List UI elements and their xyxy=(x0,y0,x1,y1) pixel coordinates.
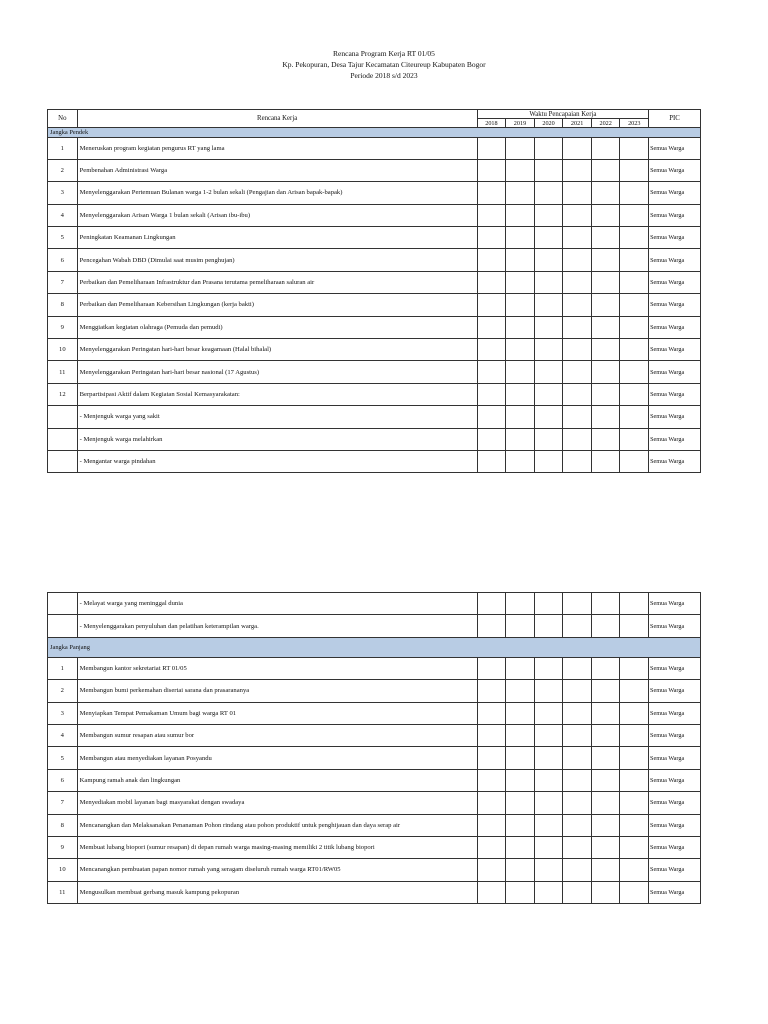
year-cell xyxy=(620,836,649,858)
year-cell xyxy=(506,769,535,791)
table-row xyxy=(48,406,701,428)
year-cell xyxy=(563,702,592,724)
year-cell xyxy=(591,859,620,881)
task-description: - Melayat warga yang meninggal dunia xyxy=(77,593,477,615)
year-cell xyxy=(477,615,506,637)
year-cell xyxy=(591,227,620,249)
year-cell xyxy=(591,450,620,472)
task-description: Menyelenggarakan Arisan Warga 1 bulan sekali (Arisan ibu-ibu) xyxy=(77,204,477,226)
table-row xyxy=(48,747,701,769)
year-cell xyxy=(506,702,535,724)
year-header: 2020 xyxy=(534,119,563,128)
table-row xyxy=(48,593,701,615)
year-cell xyxy=(477,406,506,428)
pic-cell: Semua Warga xyxy=(649,271,701,293)
task-description: Membangun kantor sekretariat RT 01/05 xyxy=(77,657,477,679)
year-cell xyxy=(563,182,592,204)
year-cell xyxy=(563,593,592,615)
document-location: Kp. Pekopuran, Desa Tajur Kecamatan Citeureup Kabupaten Bogor xyxy=(282,60,486,69)
year-cell xyxy=(534,159,563,181)
year-cell xyxy=(534,271,563,293)
table-row xyxy=(48,702,701,724)
year-cell xyxy=(563,159,592,181)
year-cell xyxy=(620,747,649,769)
year-cell xyxy=(477,881,506,903)
year-cell xyxy=(534,814,563,836)
year-cell xyxy=(477,339,506,361)
year-cell xyxy=(477,204,506,226)
year-cell xyxy=(620,881,649,903)
task-description: Perbaikan dan Pemeliharaan Kebersihan Lingkungan (kerja bakti) xyxy=(77,294,477,316)
year-cell xyxy=(563,428,592,450)
year-cell xyxy=(591,361,620,383)
year-cell xyxy=(477,428,506,450)
table-row xyxy=(48,227,701,249)
year-cell xyxy=(591,769,620,791)
document-period: Periode 2018 s/d 2023 xyxy=(350,71,418,80)
task-description: Membuat lubang biopori (sumur resapan) di depan rumah warga masing-masing memiliki 2 titik lubang biopori xyxy=(77,836,477,858)
year-cell xyxy=(534,137,563,159)
pic-cell: Semua Warga xyxy=(649,294,701,316)
document-title: Rencana Program Kerja RT 01/05 xyxy=(333,49,435,58)
year-cell xyxy=(477,159,506,181)
year-cell xyxy=(477,769,506,791)
pic-cell: Semua Warga xyxy=(649,657,701,679)
pic-cell: Semua Warga xyxy=(649,859,701,881)
year-cell xyxy=(506,406,535,428)
year-cell xyxy=(534,836,563,858)
year-cell xyxy=(563,383,592,405)
row-number: 6 xyxy=(48,769,78,791)
table-row xyxy=(48,615,701,637)
year-cell xyxy=(534,227,563,249)
year-cell xyxy=(506,339,535,361)
year-cell xyxy=(477,316,506,338)
pic-cell: Semua Warga xyxy=(649,881,701,903)
year-cell xyxy=(620,204,649,226)
task-description: Mencanangkan dan Melaksanakan Penanaman Pohon rindang atau pohon produktif untuk penghijauan dan daya serap air xyxy=(77,814,477,836)
year-cell xyxy=(534,702,563,724)
year-cell xyxy=(591,428,620,450)
row-number: 12 xyxy=(48,383,78,405)
year-cell xyxy=(563,680,592,702)
table-row xyxy=(48,859,701,881)
year-header: 2018 xyxy=(477,119,506,128)
year-cell xyxy=(620,383,649,405)
row-number: 10 xyxy=(48,859,78,881)
row-number xyxy=(48,406,78,428)
task-description: Menyelenggarakan Peringatan hari-hari besar nasional (17 Agustus) xyxy=(77,361,477,383)
pic-cell: Semua Warga xyxy=(649,747,701,769)
year-cell xyxy=(534,339,563,361)
pic-cell: Semua Warga xyxy=(649,339,701,361)
pic-cell: Semua Warga xyxy=(649,137,701,159)
year-header: 2021 xyxy=(563,119,592,128)
table-row xyxy=(48,881,701,903)
year-cell xyxy=(477,747,506,769)
year-cell xyxy=(477,383,506,405)
year-cell xyxy=(534,657,563,679)
year-cell xyxy=(506,227,535,249)
year-cell xyxy=(591,182,620,204)
year-cell xyxy=(591,271,620,293)
task-description: Berpartisipasi Aktif dalam Kegiatan Sosial Kemasyarakatan: xyxy=(77,383,477,405)
year-cell xyxy=(506,615,535,637)
year-cell xyxy=(506,428,535,450)
pic-cell: Semua Warga xyxy=(649,204,701,226)
year-cell xyxy=(563,339,592,361)
task-description: Pencegahan Wabah DBD (Dimulai saat musim penghujan) xyxy=(77,249,477,271)
year-cell xyxy=(620,657,649,679)
year-cell xyxy=(591,406,620,428)
year-cell xyxy=(563,657,592,679)
pic-cell: Semua Warga xyxy=(649,450,701,472)
year-cell xyxy=(477,450,506,472)
year-cell xyxy=(591,724,620,746)
year-cell xyxy=(534,724,563,746)
pic-cell: Semua Warga xyxy=(649,361,701,383)
year-cell xyxy=(591,680,620,702)
year-cell xyxy=(477,724,506,746)
table-row xyxy=(48,204,701,226)
work-plan-table xyxy=(47,109,701,473)
year-cell xyxy=(506,383,535,405)
row-number xyxy=(48,615,78,637)
year-cell xyxy=(506,657,535,679)
year-cell xyxy=(591,159,620,181)
year-cell xyxy=(620,792,649,814)
year-cell xyxy=(620,249,649,271)
task-description: - Mengantar warga pindahan xyxy=(77,450,477,472)
year-cell xyxy=(534,769,563,791)
year-cell xyxy=(591,747,620,769)
pic-cell: Semua Warga xyxy=(649,406,701,428)
year-cell xyxy=(591,294,620,316)
section-long-term: Jangka Panjang xyxy=(48,637,701,657)
table-row xyxy=(48,680,701,702)
year-cell xyxy=(591,383,620,405)
pic-cell: Semua Warga xyxy=(649,792,701,814)
task-description: Meneruskan program kegiatan pengurus RT yang lama xyxy=(77,137,477,159)
year-cell xyxy=(477,702,506,724)
year-cell xyxy=(563,724,592,746)
row-number: 7 xyxy=(48,792,78,814)
year-cell xyxy=(563,814,592,836)
year-cell xyxy=(563,615,592,637)
row-number: 3 xyxy=(48,182,78,204)
year-cell xyxy=(534,406,563,428)
table-row xyxy=(48,769,701,791)
column-header-no: No xyxy=(48,110,78,128)
year-cell xyxy=(506,814,535,836)
year-cell xyxy=(591,339,620,361)
year-cell xyxy=(506,204,535,226)
task-description: Pembenahan Administrasi Warga xyxy=(77,159,477,181)
row-number: 8 xyxy=(48,814,78,836)
year-cell xyxy=(563,361,592,383)
year-cell xyxy=(563,450,592,472)
year-cell xyxy=(563,294,592,316)
year-cell xyxy=(620,137,649,159)
row-number: 3 xyxy=(48,702,78,724)
year-cell xyxy=(534,881,563,903)
year-cell xyxy=(591,137,620,159)
year-cell xyxy=(534,249,563,271)
pic-cell: Semua Warga xyxy=(649,680,701,702)
task-description: Membangun bumi perkemahan disertai sarana dan prasarananya xyxy=(77,680,477,702)
year-cell xyxy=(591,792,620,814)
task-description: - Menjenguk warga melahirkan xyxy=(77,428,477,450)
year-cell xyxy=(591,316,620,338)
table-row xyxy=(48,271,701,293)
year-header: 2023 xyxy=(620,119,649,128)
table-row xyxy=(48,836,701,858)
year-cell xyxy=(620,593,649,615)
row-number: 5 xyxy=(48,747,78,769)
table-row xyxy=(48,339,701,361)
year-cell xyxy=(620,702,649,724)
year-cell xyxy=(506,450,535,472)
pic-cell: Semua Warga xyxy=(649,227,701,249)
year-cell xyxy=(563,204,592,226)
table-row xyxy=(48,316,701,338)
year-cell xyxy=(506,836,535,858)
year-cell xyxy=(534,361,563,383)
task-description: Menyelenggarakan Peringatan hari-hari besar keagamaan (Halal bihalal) xyxy=(77,339,477,361)
year-header: 2022 xyxy=(591,119,620,128)
table-row xyxy=(48,361,701,383)
year-cell xyxy=(506,271,535,293)
pic-cell: Semua Warga xyxy=(649,249,701,271)
year-cell xyxy=(534,593,563,615)
year-cell xyxy=(563,792,592,814)
table-row xyxy=(48,137,701,159)
task-description: Membangun sumur resapan atau sumur bor xyxy=(77,724,477,746)
table-row xyxy=(48,657,701,679)
year-cell xyxy=(620,769,649,791)
year-cell xyxy=(477,249,506,271)
year-cell xyxy=(620,428,649,450)
year-cell xyxy=(534,792,563,814)
year-cell xyxy=(620,294,649,316)
task-description: Menyiapkan Tempat Pemakaman Umum bagi warga RT 01 xyxy=(77,702,477,724)
year-cell xyxy=(620,615,649,637)
table-row xyxy=(48,294,701,316)
year-cell xyxy=(591,657,620,679)
row-number: 11 xyxy=(48,361,78,383)
column-header-task: Rencana Kerja xyxy=(77,110,477,128)
table-row xyxy=(48,792,701,814)
year-cell xyxy=(506,316,535,338)
year-cell xyxy=(563,316,592,338)
year-cell xyxy=(620,339,649,361)
pic-cell: Semua Warga xyxy=(649,769,701,791)
year-cell xyxy=(534,204,563,226)
year-cell xyxy=(591,615,620,637)
year-cell xyxy=(534,383,563,405)
table-row xyxy=(48,814,701,836)
row-number: 1 xyxy=(48,137,78,159)
year-cell xyxy=(506,680,535,702)
section-short-term: Jangka Pendek xyxy=(48,128,701,138)
year-cell xyxy=(620,316,649,338)
year-cell xyxy=(506,881,535,903)
task-description: Menggiatkan kegiatan olahraga (Pemuda dan pemudi) xyxy=(77,316,477,338)
row-number xyxy=(48,428,78,450)
year-cell xyxy=(563,881,592,903)
year-cell xyxy=(534,182,563,204)
year-cell xyxy=(477,294,506,316)
pic-cell: Semua Warga xyxy=(649,383,701,405)
year-cell xyxy=(591,593,620,615)
year-cell xyxy=(534,615,563,637)
year-cell xyxy=(506,294,535,316)
column-header-time: Waktu Pencapaian Kerja xyxy=(477,110,648,119)
task-description: Peningkatan Keamanan Lingkungan xyxy=(77,227,477,249)
year-cell xyxy=(620,680,649,702)
year-cell xyxy=(477,836,506,858)
row-number: 2 xyxy=(48,680,78,702)
row-number: 9 xyxy=(48,316,78,338)
year-cell xyxy=(506,724,535,746)
year-cell xyxy=(534,680,563,702)
year-cell xyxy=(506,249,535,271)
year-cell xyxy=(477,593,506,615)
year-cell xyxy=(477,227,506,249)
year-header: 2019 xyxy=(506,119,535,128)
task-description: Menyediakan mobil layanan bagi masyarakat dengan swadaya xyxy=(77,792,477,814)
pic-cell: Semua Warga xyxy=(649,593,701,615)
year-cell xyxy=(620,227,649,249)
row-number: 7 xyxy=(48,271,78,293)
year-cell xyxy=(534,747,563,769)
year-cell xyxy=(591,836,620,858)
year-cell xyxy=(591,814,620,836)
year-cell xyxy=(563,271,592,293)
year-cell xyxy=(620,361,649,383)
table-row xyxy=(48,182,701,204)
year-cell xyxy=(506,747,535,769)
pic-cell: Semua Warga xyxy=(649,182,701,204)
year-cell xyxy=(620,814,649,836)
task-description: Mencanangkan pembuatan papan nomor rumah yang seragam diseluruh rumah warga RT01/RW05 xyxy=(77,859,477,881)
year-cell xyxy=(620,182,649,204)
year-cell xyxy=(563,836,592,858)
table-row xyxy=(48,428,701,450)
year-cell xyxy=(534,450,563,472)
row-number xyxy=(48,593,78,615)
year-cell xyxy=(591,702,620,724)
year-cell xyxy=(477,137,506,159)
task-description: Membangun atau menyediakan layanan Posyandu xyxy=(77,747,477,769)
year-cell xyxy=(563,137,592,159)
year-cell xyxy=(620,406,649,428)
row-number xyxy=(48,450,78,472)
table-row xyxy=(48,249,701,271)
year-cell xyxy=(477,361,506,383)
year-cell xyxy=(591,249,620,271)
pic-cell: Semua Warga xyxy=(649,836,701,858)
year-cell xyxy=(506,593,535,615)
year-cell xyxy=(477,814,506,836)
year-cell xyxy=(563,769,592,791)
year-cell xyxy=(620,159,649,181)
table-row xyxy=(48,450,701,472)
row-number: 5 xyxy=(48,227,78,249)
row-number: 4 xyxy=(48,204,78,226)
work-plan-table-continued xyxy=(47,592,701,904)
year-cell xyxy=(620,271,649,293)
task-description: - Menyelenggarakan penyuluhan dan pelatihan keterampilan warga. xyxy=(77,615,477,637)
row-number: 8 xyxy=(48,294,78,316)
year-cell xyxy=(534,294,563,316)
row-number: 1 xyxy=(48,657,78,679)
task-description: Perbaikan dan Pemeliharaan Infrastruktur dan Prasana terutama pemeliharaan saluran air xyxy=(77,271,477,293)
year-cell xyxy=(477,182,506,204)
year-cell xyxy=(506,182,535,204)
year-cell xyxy=(477,792,506,814)
table-row xyxy=(48,383,701,405)
year-cell xyxy=(563,227,592,249)
year-cell xyxy=(477,680,506,702)
year-cell xyxy=(620,859,649,881)
pic-cell: Semua Warga xyxy=(649,724,701,746)
year-cell xyxy=(534,428,563,450)
task-description: Mengusulkan membuat gerbang masuk kampung pekopuran xyxy=(77,881,477,903)
table-row xyxy=(48,159,701,181)
row-number: 9 xyxy=(48,836,78,858)
year-cell xyxy=(534,316,563,338)
year-cell xyxy=(477,657,506,679)
row-number: 6 xyxy=(48,249,78,271)
task-description: - Menjenguk warga yang sakit xyxy=(77,406,477,428)
year-cell xyxy=(620,450,649,472)
pic-cell: Semua Warga xyxy=(649,316,701,338)
row-number: 2 xyxy=(48,159,78,181)
pic-cell: Semua Warga xyxy=(649,159,701,181)
year-cell xyxy=(563,249,592,271)
row-number: 4 xyxy=(48,724,78,746)
table-row xyxy=(48,724,701,746)
column-header-pic: PIC xyxy=(649,110,701,128)
pic-cell: Semua Warga xyxy=(649,702,701,724)
pic-cell: Semua Warga xyxy=(649,615,701,637)
year-cell xyxy=(506,792,535,814)
task-description: Kampung ramah anak dan lingkungan xyxy=(77,769,477,791)
year-cell xyxy=(477,859,506,881)
task-description: Menyelenggarakan Pertemuan Bulanan warga 1-2 bulan sekali (Pengajian dan Arisan bapak-bapak) xyxy=(77,182,477,204)
year-cell xyxy=(563,859,592,881)
year-cell xyxy=(591,204,620,226)
year-cell xyxy=(563,406,592,428)
row-number: 10 xyxy=(48,339,78,361)
pic-cell: Semua Warga xyxy=(649,428,701,450)
row-number: 11 xyxy=(48,881,78,903)
year-cell xyxy=(506,159,535,181)
year-cell xyxy=(506,137,535,159)
year-cell xyxy=(534,859,563,881)
year-cell xyxy=(591,881,620,903)
year-cell xyxy=(506,859,535,881)
year-cell xyxy=(477,271,506,293)
year-cell xyxy=(506,361,535,383)
pic-cell: Semua Warga xyxy=(649,814,701,836)
year-cell xyxy=(563,747,592,769)
year-cell xyxy=(620,724,649,746)
